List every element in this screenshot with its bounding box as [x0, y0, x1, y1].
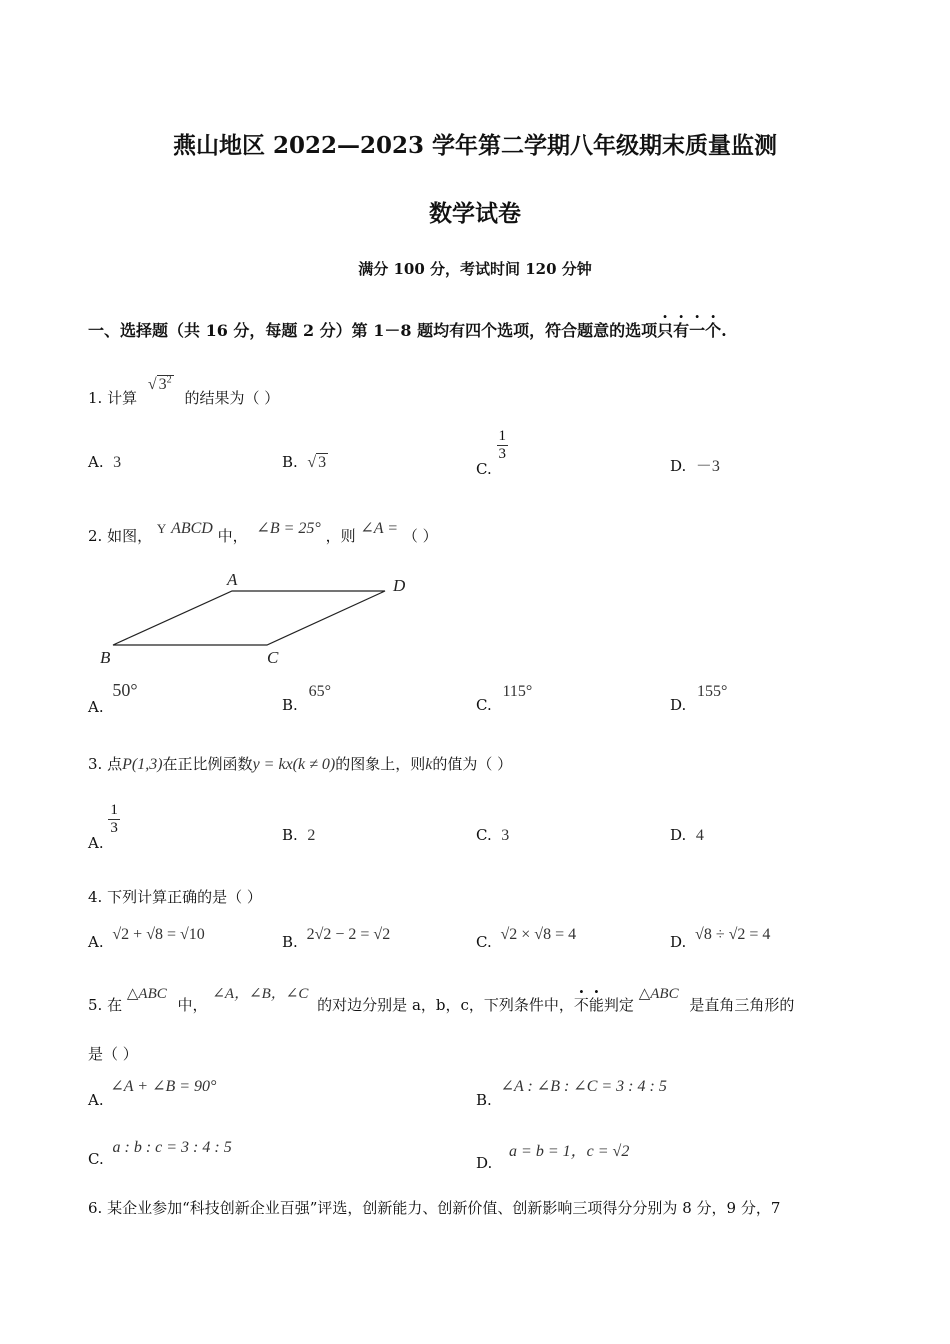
option-label: C. — [88, 1150, 104, 1168]
option-value: ∠A + ∠B = 90° — [110, 1078, 217, 1095]
question-4 — [88, 886, 262, 907]
option-label: C. — [476, 696, 492, 714]
parallelogram-symbol: Y — [156, 521, 167, 536]
option-label: B. — [282, 696, 298, 714]
question-text: 点 — [107, 755, 123, 773]
math-expression: ABCD — [171, 520, 213, 537]
option-label: C. — [476, 826, 492, 844]
option-value: a = b = 1，c = √2 — [509, 1143, 630, 1160]
question-5 — [88, 986, 795, 1015]
option-label: B. — [282, 933, 298, 951]
emphasis-char: 一 — [689, 321, 706, 340]
option-value: 3 — [501, 827, 510, 844]
vertex-label-a: A — [227, 570, 238, 589]
question-text: 判定 — [603, 996, 634, 1014]
option-a[interactable] — [88, 453, 121, 472]
option-value: √2 × √8 = 4 — [500, 926, 577, 943]
question-text: 在正比例函数 — [162, 755, 253, 773]
question-text: 的值为（ ） — [432, 755, 513, 773]
option-label: A. — [88, 933, 104, 951]
option-value: －3 — [695, 458, 720, 475]
question-text: 中， — [217, 527, 248, 545]
question-text: ，则 — [325, 527, 356, 545]
question-1 — [88, 374, 280, 408]
question-number: 5. — [88, 996, 103, 1014]
question-text: 如图， — [107, 527, 153, 545]
option-label: B. — [282, 453, 298, 471]
question-3 — [88, 753, 512, 774]
section-heading-text: 一、选择题（共 16 分，每题 2 分）第 1－8 题均有四个选项，符合题意的选项 — [88, 321, 658, 340]
option-d[interactable] — [476, 1138, 630, 1172]
question-text: 的对边分别是 a，b，c，下列条件中， — [317, 996, 574, 1014]
math-expression: P(1,3) — [122, 756, 163, 773]
vertex-label-c: C — [267, 648, 279, 667]
fraction: $\frac{1}{3}$ — [110, 802, 118, 836]
option-label: B. — [282, 826, 298, 844]
option-label: D. — [670, 457, 687, 475]
option-b[interactable] — [282, 925, 391, 951]
option-b[interactable] — [282, 453, 328, 472]
question-number: 2. — [88, 527, 103, 545]
emphasis-char: 个 — [705, 321, 722, 340]
option-c[interactable] — [476, 925, 577, 951]
question-number: 4. — [88, 888, 103, 906]
question-number: 6. — [88, 1199, 103, 1217]
vertex-label-b: B — [100, 648, 111, 667]
emphasis-char: 有 — [673, 321, 690, 340]
option-value: √2 + √8 = √10 — [112, 926, 205, 943]
option-a[interactable] — [88, 1076, 217, 1109]
math-expression: ∠A，∠B，∠C — [212, 986, 309, 1002]
question-5-line2: 是（ ） — [88, 1045, 138, 1063]
option-d[interactable] — [670, 682, 728, 714]
option-value: √ 3 — [307, 454, 327, 471]
option-label: D. — [476, 1154, 493, 1172]
option-label: A. — [88, 698, 104, 716]
option-c[interactable] — [88, 1138, 232, 1168]
math-expression: ∠B = 25° — [256, 520, 321, 537]
parallelogram-figure — [95, 567, 425, 672]
question-text: 的结果为（ ） — [184, 389, 280, 407]
section-heading — [88, 318, 727, 341]
option-label: D. — [670, 696, 687, 714]
question-number: 1. — [88, 389, 103, 407]
option-d[interactable] — [670, 826, 704, 845]
option-label: C. — [476, 933, 492, 951]
question-text: 是直角三角形的 — [689, 996, 795, 1014]
option-b[interactable] — [282, 682, 331, 714]
emphasis-char: 不 — [573, 996, 589, 1014]
option-b[interactable] — [476, 1076, 667, 1109]
option-value: a : b : c = 3 : 4 : 5 — [112, 1139, 232, 1156]
question-text: 的图象上，则 — [335, 755, 426, 773]
option-d[interactable] — [670, 925, 771, 951]
math-expression: y = kx(k ≠ 0) — [252, 756, 336, 773]
option-value: 115° — [502, 683, 533, 700]
question-2 — [88, 520, 438, 546]
math-expression: △ABC — [638, 986, 679, 1002]
emphasis-char: 只 — [657, 321, 674, 340]
question-text: 下列计算正确的是（ ） — [107, 888, 262, 906]
option-c[interactable] — [476, 428, 508, 478]
section-heading-suffix: . — [721, 321, 727, 340]
option-label: D. — [670, 933, 687, 951]
question-6 — [88, 1197, 780, 1218]
math-expression: ∠A = — [360, 520, 399, 537]
math-expression: △ABC — [126, 986, 167, 1002]
option-value: √8 ÷ √2 = 4 — [695, 926, 771, 943]
option-value: 65° — [308, 683, 331, 700]
exam-info: 满分 100 分，考试时间 120 分钟 — [358, 260, 592, 278]
exam-title: 燕山地区 2022—2023 学年第二学期八年级期末质量监测 — [172, 132, 778, 159]
option-value: ∠A : ∠B : ∠C = 3 : 4 : 5 — [500, 1078, 667, 1095]
option-value: 50° — [112, 680, 138, 700]
option-c[interactable] — [476, 682, 533, 714]
option-c[interactable] — [476, 826, 509, 845]
question-text: 某企业参加“科技创新企业百强”评选，创新能力、创新价值、创新影响三项得分分别为 8 分，9 分，7 — [107, 1199, 781, 1217]
option-a[interactable] — [88, 802, 120, 852]
question-text: 中， — [177, 996, 208, 1014]
option-value: 155° — [697, 683, 728, 700]
option-label: A. — [88, 833, 104, 852]
question-text: 计算 — [107, 389, 138, 407]
math-expression: k — [425, 756, 433, 773]
option-label: A. — [88, 1091, 104, 1109]
option-label: C. — [476, 459, 492, 478]
parallelogram-shape — [113, 591, 385, 645]
vertex-label-d: D — [393, 576, 406, 595]
option-value: 2√2 − 2 = √2 — [306, 926, 391, 943]
option-a[interactable] — [88, 680, 138, 716]
option-value: 3 — [113, 454, 122, 471]
option-d[interactable] — [670, 453, 720, 476]
fraction: $\frac{1}{3}$ — [498, 428, 506, 462]
exam-subject: 数学试卷 — [429, 200, 521, 227]
option-label: D. — [670, 826, 687, 844]
question-number: 3. — [88, 755, 103, 773]
option-value: 4 — [695, 827, 704, 844]
sqrt-exponent: 2 — [166, 374, 172, 386]
option-label: A. — [88, 453, 104, 471]
option-a[interactable] — [88, 925, 205, 951]
sqrt-expression: √ $3^2$ — [147, 374, 172, 393]
option-value: 2 — [307, 827, 316, 844]
sqrt-base: 3 — [158, 376, 167, 393]
option-b[interactable] — [282, 826, 315, 845]
emphasis-char: 能 — [588, 996, 604, 1014]
question-text: （ ） — [402, 527, 438, 545]
option-label: B. — [476, 1091, 492, 1109]
question-text: 在 — [107, 996, 123, 1014]
